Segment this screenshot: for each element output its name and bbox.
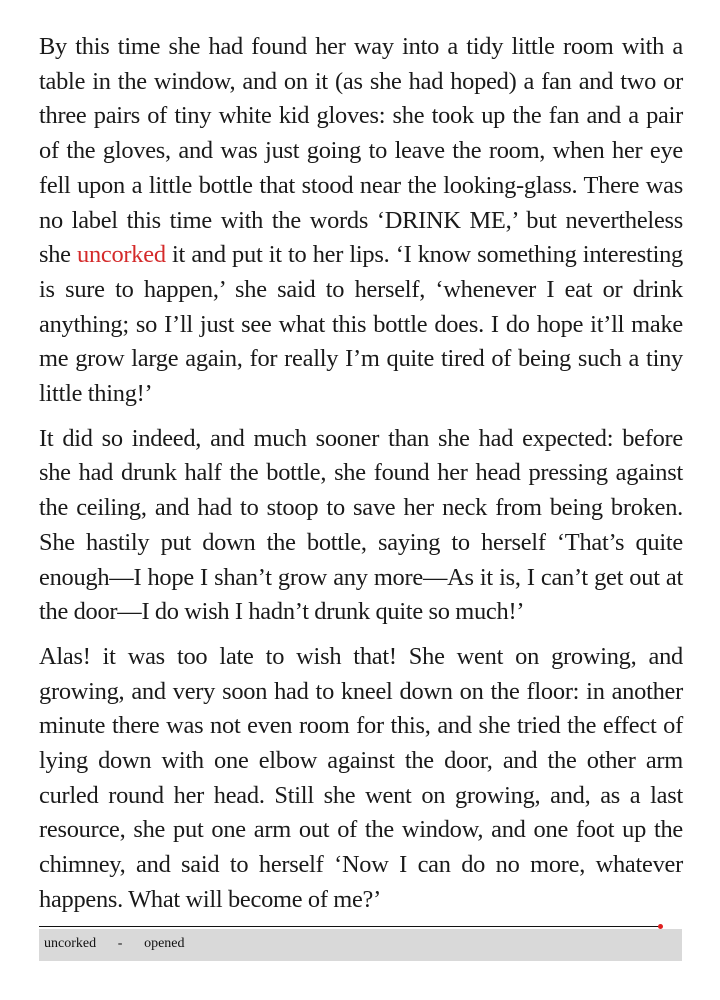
footnote-term: uncorked <box>44 936 97 951</box>
footnote-separator: - <box>117 936 123 951</box>
footnote-box <box>39 929 682 961</box>
page-text <box>39 30 683 928</box>
footnote-definition: opened <box>144 936 185 951</box>
paragraph-2: It did so indeed, and much sooner than she had expected: before she had drunk half the bottle, she found her head pressing against the ceiling, and had to stoop to save her neck from being broken. She hastily put down the bottle, saying to herself ‘That’s quite enough—I hope I shan’t grow any more—As it is, I can’t get out at the door—I do wish I hadn’t drunk quite so much!’ <box>39 424 683 626</box>
paragraph-1 <box>39 30 683 412</box>
footnote-entry <box>44 936 185 952</box>
paragraph-3: Alas! it was too late to wish that! She went on growing, and growing, and very soon had to kneel down on the floor: in another minute there was not even room for this, and she tried the effect of lying down with one elbow against the door, and the other arm curled round her head. Still she went on growing, and, as a last resource, she put one arm out of the window, and one foot up the chimney, and said to herself ‘Now I can do no more, whatever happens. What will become of me?’ <box>39 642 683 913</box>
footnote-divider <box>39 926 661 927</box>
paragraph-1-after: it and put it to her lips. ‘I know something interesting is sure to happen,’ she said to herself, ‘whenever I eat or drink anything; so I’ll just see what this bottle does. I do hope it’ll make me grow large again, for really I’m quite tired of being such a tiny little thing!’ <box>39 241 683 408</box>
paragraph-1-before: By this time she had found her way into a tidy little room with a table in the window, and on it (as she had hoped) a fan and two or three pairs of tiny white kid gloves: she took up the fan and a pair of the gloves, and was just going to leave the room, when her eye fell upon a little bottle that stood near the looking-glass. There was no label this time with the words ‘DRINK ME,’ but nevertheless she <box>39 33 683 269</box>
highlighted-word[interactable]: uncorked <box>77 241 166 269</box>
